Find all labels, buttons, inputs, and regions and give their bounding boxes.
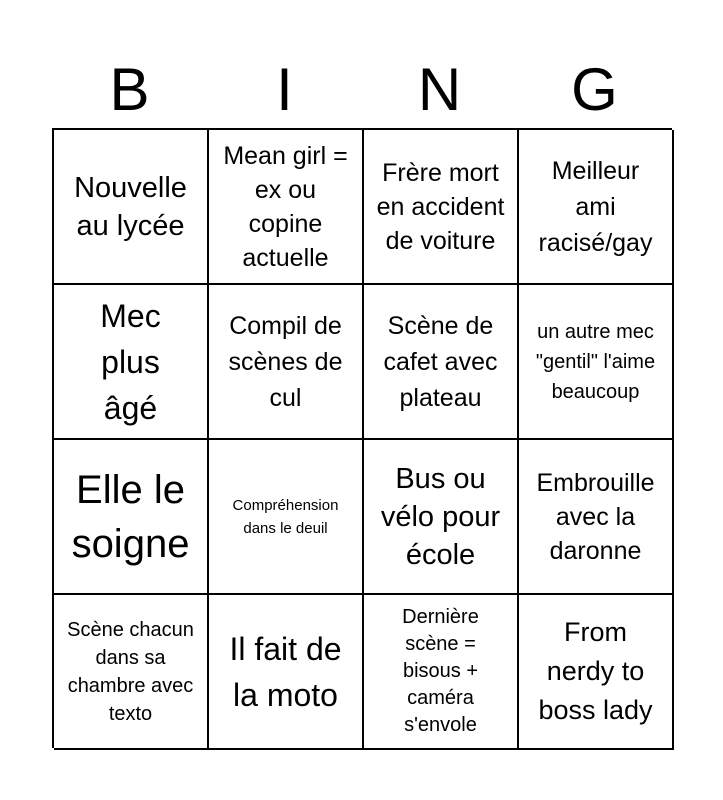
bingo-cell-r3c1[interactable] xyxy=(54,440,209,595)
bingo-cell-text: Scène de cafet avec plateau xyxy=(383,311,498,412)
bingo-cell-text: Embrouille avec la daronne xyxy=(536,468,655,565)
bingo-cell-text: un autre mec "gentil" l'aime beaucoup xyxy=(535,320,656,403)
bingo-cell-r2c3[interactable] xyxy=(364,285,519,440)
bingo-cell-r1c1[interactable] xyxy=(54,130,209,285)
bingo-cell-r4c1[interactable] xyxy=(54,595,209,750)
bingo-cell-text: Mean girl = ex ou copine actuelle xyxy=(223,141,348,272)
bingo-cell-r4c3[interactable] xyxy=(364,595,519,750)
header-letter-n: N xyxy=(417,56,462,123)
bingo-cell-r4c4[interactable] xyxy=(519,595,674,750)
header-letter-g: G xyxy=(571,56,618,123)
bingo-cell-r4c2[interactable] xyxy=(209,595,364,750)
bingo-cell-r1c2[interactable] xyxy=(209,130,364,285)
bingo-cell-r3c2[interactable] xyxy=(209,440,364,595)
bingo-cell-r2c4[interactable] xyxy=(519,285,674,440)
bingo-cell-text: Compréhension dans le deuil xyxy=(232,496,339,537)
bingo-cell-r2c2[interactable] xyxy=(209,285,364,440)
bingo-cell-text: Il fait de la moto xyxy=(229,630,342,713)
bingo-cell-text: Bus ou vélo pour école xyxy=(380,462,501,571)
bingo-cell-r3c4[interactable] xyxy=(519,440,674,595)
bingo-cell-r1c3[interactable] xyxy=(364,130,519,285)
bingo-cell-text: Meilleur ami racisé/gay xyxy=(538,156,653,257)
bingo-cell-r1c4[interactable] xyxy=(519,130,674,285)
bingo-cell-text: Nouvelle au lycée xyxy=(74,171,187,242)
header-letter-i: I xyxy=(276,56,293,123)
bingo-cell-text: Compil de scènes de cul xyxy=(228,311,343,412)
bingo-cell-text: From nerdy to boss lady xyxy=(538,617,653,725)
bingo-header xyxy=(52,50,672,128)
header-letter-b: B xyxy=(109,56,150,123)
bingo-cell-text: Dernière scène = bisous + caméra s'envole xyxy=(402,606,479,736)
bingo-cell-r3c3[interactable] xyxy=(364,440,519,595)
bingo-cell-text: Scène chacun dans sa chambre avec texto xyxy=(67,618,194,725)
bingo-cell-r2c1[interactable] xyxy=(54,285,209,440)
bingo-cell-text: Mec plus âgé xyxy=(100,297,161,426)
bingo-grid xyxy=(52,128,672,748)
bingo-cell-text: Frère mort en accident de voiture xyxy=(376,158,505,255)
bingo-cell-text: Elle le soigne xyxy=(71,467,190,566)
